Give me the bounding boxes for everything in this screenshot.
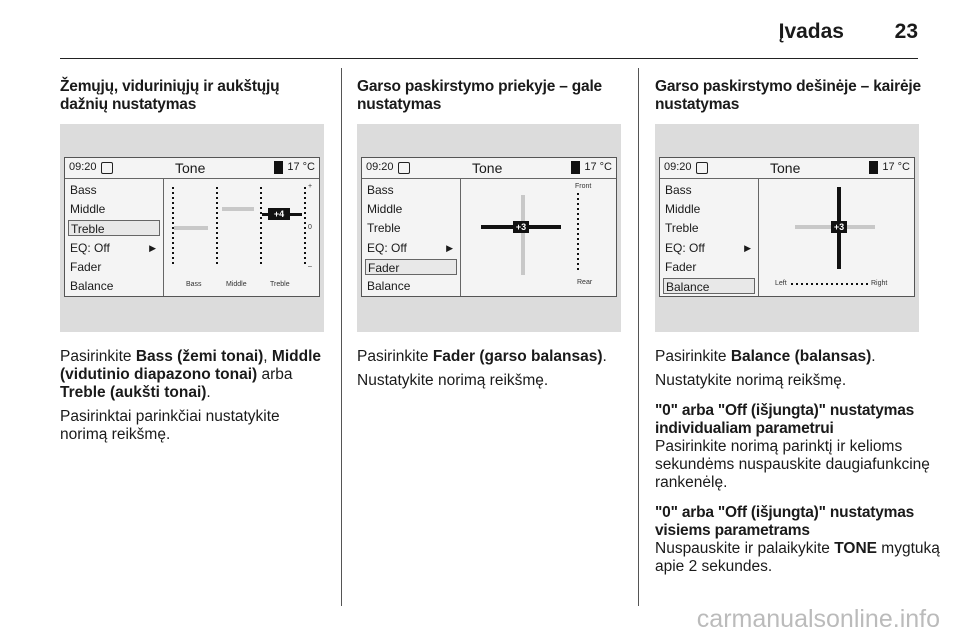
screen-title: Tone <box>472 160 503 176</box>
page-number: 23 <box>894 20 918 43</box>
balance-instruction-2: Nustatykite norimą reikšmę. <box>655 372 847 389</box>
page-header-title: Įvadas <box>778 20 844 43</box>
single-reset-text: Pasirinkite norimą parinktį ir kelioms sekundėms nuspauskite daugiafunkcinę rankenėlę. <box>655 438 930 491</box>
check-icon <box>398 162 410 174</box>
menu-item-bass[interactable]: Bass <box>367 183 394 197</box>
all-reset-text: Nuspauskite ir palaikykite TONE mygtuką apie 2 sekundes. <box>655 540 940 575</box>
screen-status-bar <box>362 158 616 179</box>
scale-bottom-label: – <box>308 263 312 270</box>
arrow-right-icon: ▶ <box>446 243 453 253</box>
menu-item-eq-label: EQ: Off <box>367 241 407 255</box>
fader-vertical-bar <box>521 195 525 275</box>
front-label: Front <box>575 183 592 190</box>
menu-item-fader[interactable]: Fader <box>665 260 697 274</box>
balance-scale <box>791 283 869 285</box>
column-divider-1 <box>341 68 342 606</box>
column-fader-body <box>357 348 632 396</box>
column-eq-body <box>60 348 330 450</box>
thermometer-icon <box>869 161 878 174</box>
fader-value-marker: +3 <box>513 221 529 233</box>
eq-pane <box>164 179 319 296</box>
menu-item-balance[interactable]: Balance <box>367 279 411 293</box>
menu-item-eq[interactable] <box>663 240 755 256</box>
menu-item-bass[interactable]: Bass <box>665 183 692 197</box>
tone-menu <box>362 179 461 296</box>
section-heading-fader: Garso paskirstymo priekyje – gale nustatymas <box>357 78 602 113</box>
check-icon <box>101 162 113 174</box>
right-label: Right <box>871 280 888 287</box>
balance-instruction: Pasirinkite Balance (balansas). <box>655 348 876 365</box>
column-eq <box>60 78 330 114</box>
scale-top-label: + <box>308 183 313 190</box>
subheading-single-reset: "0" arba "Off (išjungta)" nustatymas individualiam parametrui <box>655 402 915 437</box>
menu-item-balance[interactable]: Balance <box>663 278 755 294</box>
middle-axis-label: Middle <box>226 281 247 288</box>
menu-item-treble[interactable]: Treble <box>68 220 160 236</box>
menu-item-eq[interactable] <box>68 240 160 256</box>
screen-title: Tone <box>175 160 206 176</box>
header-rule <box>60 58 918 59</box>
thermometer-icon <box>571 161 580 174</box>
reference-scale <box>304 187 306 267</box>
watermark: carmanualsonline.info <box>696 605 940 633</box>
left-label: Left <box>775 280 787 287</box>
arrow-right-icon: ▶ <box>744 243 751 253</box>
thermometer-icon <box>274 161 283 174</box>
fader-instruction: Pasirinkite Fader (garso balansas). <box>357 348 607 365</box>
menu-item-middle[interactable]: Middle <box>70 202 106 216</box>
column-divider-2 <box>638 68 639 606</box>
figure-balance <box>655 124 919 332</box>
scale-mid-label: 0 <box>308 224 312 231</box>
figure-eq <box>60 124 324 332</box>
menu-item-balance[interactable]: Balance <box>70 279 114 293</box>
balance-value-marker: +3 <box>831 221 847 233</box>
balance-pane <box>759 179 914 296</box>
clock: 09:20 <box>69 161 97 173</box>
section-heading-eq: Žemųjų, viduriniųjų ir aukštųjų dažnių nustatymas <box>60 78 280 113</box>
column-balance-body <box>655 348 940 582</box>
screen-status-bar <box>660 158 914 179</box>
menu-item-middle[interactable]: Middle <box>665 202 701 216</box>
menu-item-bass[interactable]: Bass <box>70 183 97 197</box>
subheading-all-reset: "0" arba "Off (išjungta)" nustatymas visiems parametrams <box>655 504 915 539</box>
column-balance <box>655 78 940 114</box>
eq-instruction-2: Pasirinktai parinkčiai nustatykite norimą reikšmę. <box>60 408 280 443</box>
fader-scale <box>577 193 579 271</box>
menu-item-eq-label: EQ: Off <box>665 241 705 255</box>
treble-scale <box>260 187 262 267</box>
temperature: 17 °C <box>287 161 315 173</box>
check-icon <box>696 162 708 174</box>
menu-item-fader[interactable]: Fader <box>365 259 457 275</box>
column-fader <box>357 78 627 114</box>
middle-level <box>222 207 254 211</box>
fader-instruction-2: Nustatykite norimą reikšmę. <box>357 372 549 389</box>
screen-status-bar <box>65 158 319 179</box>
arrow-right-icon: ▶ <box>149 243 156 253</box>
fader-pane <box>461 179 616 296</box>
menu-item-eq[interactable] <box>365 240 457 256</box>
rear-label: Rear <box>577 279 593 286</box>
clock: 09:20 <box>664 161 692 173</box>
tone-screen-eq <box>64 157 320 297</box>
tone-menu <box>660 179 759 296</box>
section-heading-balance: Garso paskirstymo dešinėje – kairėje nustatymas <box>655 78 921 113</box>
treble-value-marker: +4 <box>268 208 290 220</box>
treble-axis-label: Treble <box>270 281 290 288</box>
screen-title: Tone <box>770 160 801 176</box>
menu-item-eq-label: EQ: Off <box>70 241 110 255</box>
menu-item-treble[interactable]: Treble <box>367 221 401 235</box>
menu-item-treble[interactable]: Treble <box>665 221 699 235</box>
tone-menu <box>65 179 164 296</box>
eq-instruction: Pasirinkite Bass (žemi tonai), Middle (vidutinio diapazono tonai) arba Treble (aukšti tonai). <box>60 348 322 401</box>
middle-scale <box>216 187 218 267</box>
menu-item-middle[interactable]: Middle <box>367 202 403 216</box>
temperature: 17 °C <box>584 161 612 173</box>
menu-item-fader[interactable]: Fader <box>70 260 102 274</box>
tone-screen-fader <box>361 157 617 297</box>
bass-level <box>174 226 208 230</box>
bass-axis-label: Bass <box>186 281 202 288</box>
temperature: 17 °C <box>882 161 910 173</box>
tone-screen-balance <box>659 157 915 297</box>
clock: 09:20 <box>366 161 394 173</box>
figure-fader <box>357 124 621 332</box>
